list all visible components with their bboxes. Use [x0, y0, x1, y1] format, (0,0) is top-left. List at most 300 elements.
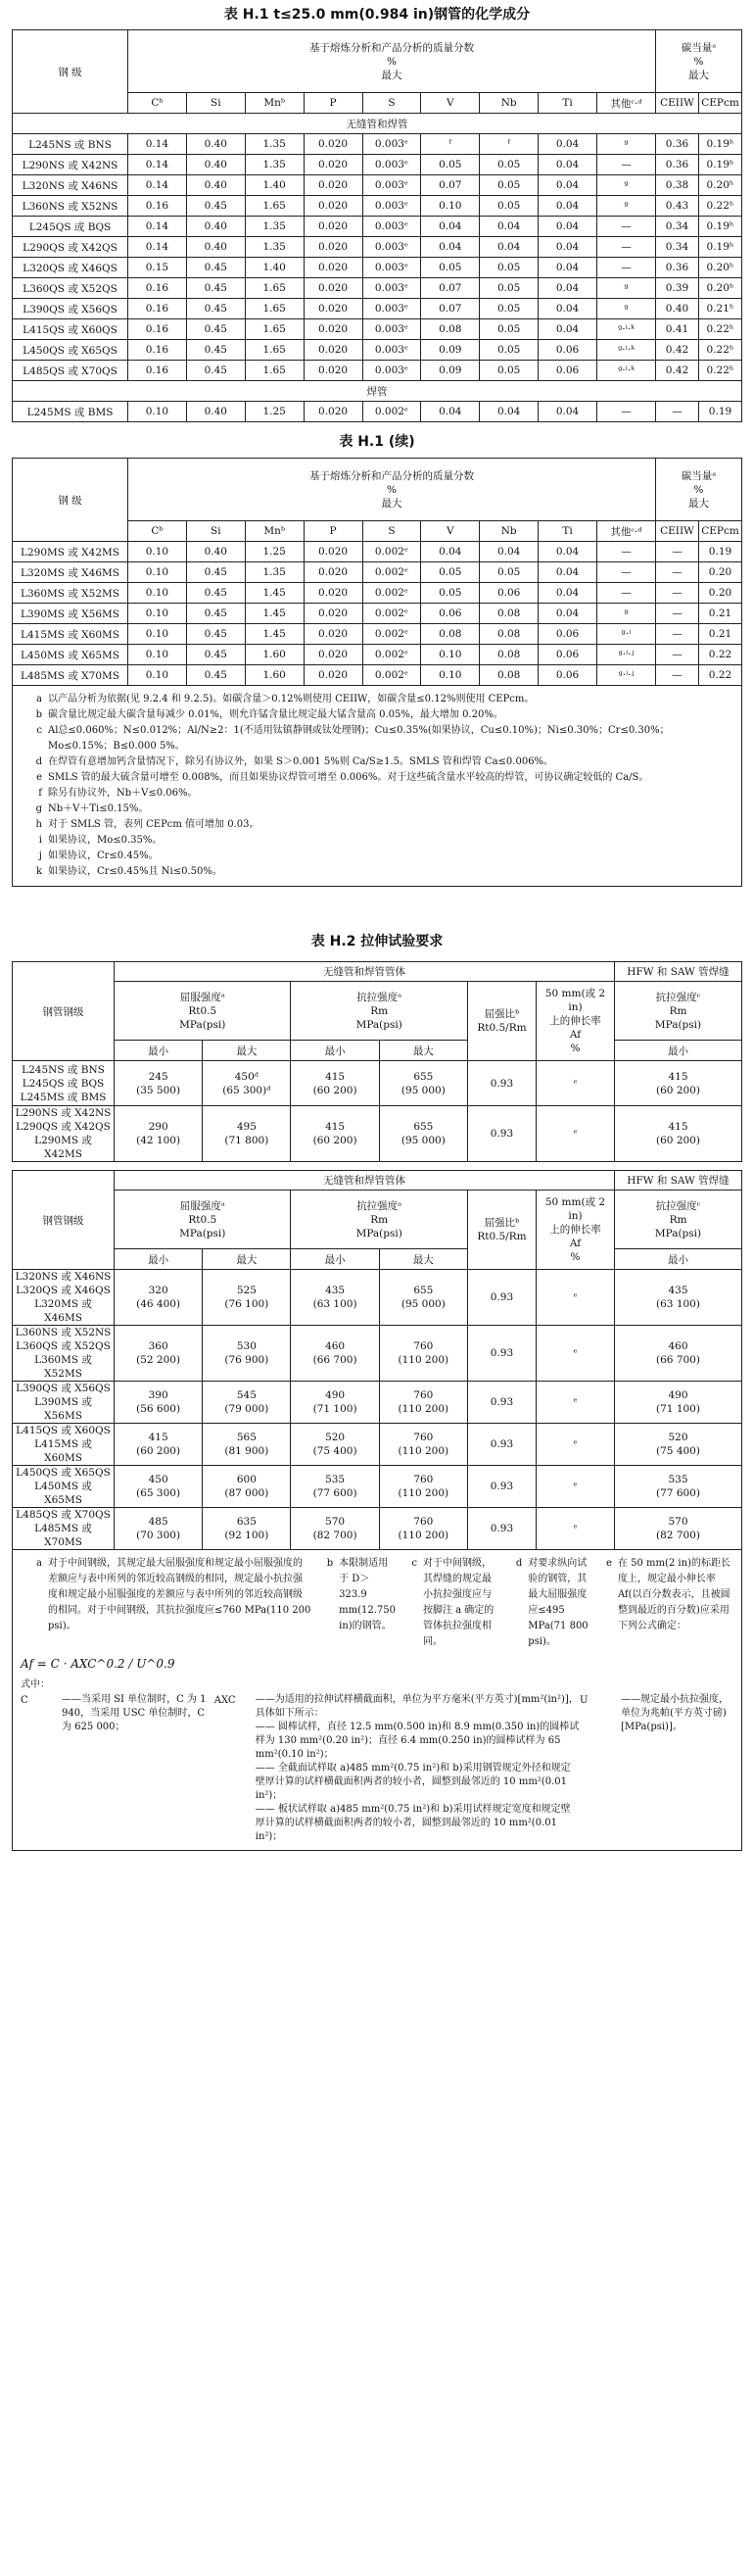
value-cell: 0.003ᵉ: [362, 155, 421, 175]
value-cell: 1.65: [245, 196, 304, 217]
steel-grade-cell: L320NS 或 X46NS: [13, 175, 128, 196]
col-header-element: CEPcm: [699, 93, 742, 114]
table-row: [13, 258, 742, 278]
value-cell: ᵍ·ⁱ: [597, 624, 656, 645]
table-row: [13, 1326, 742, 1382]
value-cell: 0.05: [421, 583, 480, 604]
value-cell: 0.14: [128, 134, 187, 155]
value-cell: 0.020: [304, 645, 362, 665]
footnote-marker: d: [35, 756, 42, 767]
footnote-marker: f: [38, 788, 42, 799]
value-cell: 0.93: [467, 1382, 536, 1424]
value-cell: 0.93: [467, 1508, 536, 1550]
value-cell: 0.020: [304, 624, 362, 645]
col-header-element: P: [304, 93, 362, 114]
value-cell: 0.14: [128, 217, 187, 237]
value-cell: —: [656, 542, 699, 562]
value-cell: 1.65: [245, 340, 304, 361]
col-header-weld: HFW 和 SAW 管焊缝: [615, 1171, 742, 1191]
value-cell: 0.05: [480, 155, 539, 175]
footnote-marker: a: [36, 1558, 42, 1569]
value-cell: —: [656, 583, 699, 604]
value-cell: 0.020: [304, 402, 362, 422]
definition-symbol: U: [580, 1695, 589, 1706]
value-cell: 0.002ᵉ: [362, 583, 421, 604]
table-row: [13, 155, 742, 175]
value-cell: ᵉ: [536, 1106, 614, 1162]
value-cell: —: [597, 258, 656, 278]
value-cell: —: [656, 402, 699, 422]
table-row: [13, 624, 742, 645]
value-cell: 535 (77 600): [291, 1466, 379, 1508]
value-cell: 415 (60 200): [115, 1424, 203, 1466]
steel-grade-cell: L320NS 或 X46NS L320QS 或 X46QS L320MS 或 X46MS: [13, 1270, 115, 1326]
footnote-text: 如果协议，Cr≤0.45%且 Ni≤0.50%。: [48, 866, 222, 877]
value-cell: 460 (66 700): [291, 1326, 379, 1382]
footnote-marker: b: [35, 709, 42, 720]
value-cell: 1.40: [245, 175, 304, 196]
value-cell: 0.08: [480, 624, 539, 645]
where-label: 式中：: [21, 1679, 50, 1690]
steel-grade-cell: L290QS 或 X42QS: [13, 237, 128, 258]
col-header-element: S: [362, 521, 421, 542]
col-header-steel-grade: 钢 级: [13, 30, 128, 114]
value-cell: 0.04: [539, 237, 597, 258]
value-cell: —: [656, 562, 699, 583]
value-cell: ᵍ·ⁱ·ᵏ: [597, 361, 656, 381]
value-cell: 490 (71 100): [615, 1382, 742, 1424]
col-header-element: 其他ᶜ·ᵈ: [597, 93, 656, 114]
footnote-text: Nb＋V＋Ti≤0.15%。: [48, 803, 149, 814]
value-cell: 0.22: [699, 645, 742, 665]
value-cell: 0.04: [539, 299, 597, 319]
value-cell: 520 (75 400): [291, 1424, 379, 1466]
value-cell: 0.14: [128, 175, 187, 196]
value-cell: 0.07: [421, 299, 480, 319]
value-cell: 320 (46 400): [115, 1270, 203, 1326]
steel-grade-cell: L450QS 或 X65QS: [13, 340, 128, 361]
value-cell: 0.20ʰ: [699, 278, 742, 299]
value-cell: 760 (110 200): [379, 1508, 467, 1550]
table-row: [13, 1061, 742, 1106]
value-cell: 0.002ᵉ: [362, 542, 421, 562]
value-cell: 0.002ᵉ: [362, 624, 421, 645]
table-row: [13, 1270, 742, 1326]
col-header-max: 最大: [379, 1041, 467, 1061]
value-cell: 0.20: [699, 562, 742, 583]
value-cell: 0.04: [421, 217, 480, 237]
value-cell: 0.06: [539, 624, 597, 645]
value-cell: 0.93: [467, 1424, 536, 1466]
footnote: [396, 1556, 500, 1650]
value-cell: 0.06: [539, 340, 597, 361]
steel-grade-cell: L290MS 或 X42MS: [13, 542, 128, 562]
table-row: [13, 542, 742, 562]
col-header-element: S: [362, 93, 421, 114]
steel-grade-cell: L485QS 或 X70QS L485MS 或 X70MS: [13, 1508, 115, 1550]
value-cell: 0.45: [186, 583, 245, 604]
value-cell: 0.05: [480, 196, 539, 217]
footnote: [21, 817, 733, 833]
value-cell: ᶠ: [421, 134, 480, 155]
value-cell: 1.45: [245, 624, 304, 645]
table-row: [13, 1508, 742, 1550]
footnote-text: 在焊管有意增加钙含量情况下，除另有协议外，如果 S＞0.001 5%则 Ca/S≥1.5。SMLS 管和焊管 Ca≤0.006%。: [48, 756, 554, 767]
value-cell: 0.003ᵉ: [362, 237, 421, 258]
steel-grade-cell: L485QS 或 X70QS: [13, 361, 128, 381]
steel-grade-cell: L290NS 或 X42NS: [13, 155, 128, 175]
col-header-carbon-equivalent: 碳当量ᵃ % 最大: [656, 30, 742, 93]
value-cell: 1.65: [245, 278, 304, 299]
value-cell: 0.19: [699, 542, 742, 562]
value-cell: 1.65: [245, 299, 304, 319]
table-h1-footnotes: [12, 686, 742, 887]
value-cell: ᵍ: [597, 175, 656, 196]
col-header-element: P: [304, 521, 362, 542]
value-cell: 0.45: [186, 562, 245, 583]
value-cell: ᵍ: [597, 604, 656, 624]
value-cell: 0.10: [421, 665, 480, 686]
table-row: [13, 340, 742, 361]
definition-text: ——规定最小抗拉强度，单位为兆帕(平方英寸磅)[MPa(psi)]。: [621, 1694, 730, 1732]
value-cell: 0.08: [421, 319, 480, 340]
value-cell: 600 (87 000): [203, 1466, 291, 1508]
value-cell: 0.04: [539, 217, 597, 237]
table-row: [13, 665, 742, 686]
value-cell: 0.42: [656, 361, 699, 381]
steel-grade-cell: L360QS 或 X52QS: [13, 278, 128, 299]
value-cell: ᵉ: [536, 1326, 614, 1382]
value-cell: 0.003ᵉ: [362, 299, 421, 319]
value-cell: 460 (66 700): [615, 1326, 742, 1382]
col-header-element: V: [421, 521, 480, 542]
value-cell: 0.93: [467, 1270, 536, 1326]
value-cell: 0.04: [480, 402, 539, 422]
col-header-weld-tensile: 抗拉强度ᶜ Rm MPa(psi): [615, 982, 742, 1041]
value-cell: 1.45: [245, 604, 304, 624]
formula-definition: [214, 1693, 580, 1844]
footnote-marker: c: [411, 1558, 417, 1569]
value-cell: 0.07: [421, 278, 480, 299]
value-cell: ᵍ·ⁱ·ʲ: [597, 665, 656, 686]
value-cell: 530 (76 900): [203, 1326, 291, 1382]
value-cell: 0.020: [304, 155, 362, 175]
value-cell: 0.45: [186, 645, 245, 665]
table-row: [13, 562, 742, 583]
value-cell: 1.65: [245, 319, 304, 340]
value-cell: 1.35: [245, 237, 304, 258]
value-cell: 0.45: [186, 319, 245, 340]
table-h2-part1: [12, 961, 742, 1162]
value-cell: 0.04: [421, 237, 480, 258]
steel-grade-cell: L360NS 或 X52NS L360QS 或 X52QS L360MS 或 X52MS: [13, 1326, 115, 1382]
value-cell: 0.04: [539, 604, 597, 624]
value-cell: 0.20: [699, 583, 742, 604]
value-cell: 0.003ᵉ: [362, 258, 421, 278]
value-cell: 1.35: [245, 217, 304, 237]
value-cell: 0.05: [480, 278, 539, 299]
value-cell: —: [656, 624, 699, 645]
value-cell: 0.19ʰ: [699, 237, 742, 258]
value-cell: 415 (60 200): [291, 1061, 379, 1106]
value-cell: 0.020: [304, 196, 362, 217]
steel-grade-cell: L245QS 或 BQS: [13, 217, 128, 237]
footnote: [21, 723, 733, 754]
section-welded: 焊管: [13, 381, 742, 402]
value-cell: 0.36: [656, 258, 699, 278]
table-h1-cont-title: 表 H.1 (续): [339, 434, 415, 450]
footnote-text: 如果协议，Cr≤0.45%。: [48, 851, 159, 861]
steel-grade-cell: L290NS 或 X42NS L290QS 或 X42QS L290MS 或 X42MS: [13, 1106, 115, 1162]
table-row: [13, 319, 742, 340]
value-cell: 0.04: [480, 217, 539, 237]
value-cell: 0.40: [186, 134, 245, 155]
value-cell: 0.19ʰ: [699, 134, 742, 155]
value-cell: ᵍ: [597, 278, 656, 299]
value-cell: 760 (110 200): [379, 1382, 467, 1424]
value-cell: 0.14: [128, 155, 187, 175]
value-cell: 0.05: [480, 175, 539, 196]
value-cell: 0.08: [421, 624, 480, 645]
footnote-text: 碳含量比规定最大碳含量每减少 0.01%，则允许锰含量比规定最大锰含量高 0.05%，最大增加 0.20%。: [48, 709, 503, 720]
table-row: [13, 583, 742, 604]
col-header-mass-fraction: 基于熔炼分析和产品分析的质量分数 % 最大: [128, 459, 656, 521]
table-row: [13, 237, 742, 258]
value-cell: 0.45: [186, 624, 245, 645]
value-cell: 0.19ʰ: [699, 217, 742, 237]
value-cell: 0.04: [539, 258, 597, 278]
table-row: [13, 278, 742, 299]
value-cell: 0.020: [304, 665, 362, 686]
value-cell: 0.93: [467, 1466, 536, 1508]
value-cell: 0.22ʰ: [699, 319, 742, 340]
col-header-elongation: 50 mm(或 2 in) 上的伸长率 Af %: [536, 1191, 614, 1270]
value-cell: 570 (82 700): [291, 1508, 379, 1550]
value-cell: 0.19: [699, 402, 742, 422]
steel-grade-cell: L415QS 或 X60QS: [13, 319, 128, 340]
value-cell: 0.002ᵉ: [362, 562, 421, 583]
steel-grade-cell: L415MS 或 X60MS: [13, 624, 128, 645]
value-cell: 0.003ᵉ: [362, 175, 421, 196]
value-cell: 0.06: [539, 361, 597, 381]
col-header-elongation: 50 mm(或 2 in) 上的伸长率 Af %: [536, 982, 614, 1061]
value-cell: 0.020: [304, 258, 362, 278]
value-cell: 0.003ᵉ: [362, 278, 421, 299]
value-cell: 0.06: [539, 645, 597, 665]
col-header-max: 最大: [203, 1249, 291, 1270]
value-cell: —: [597, 217, 656, 237]
col-header-min: 最小: [291, 1041, 379, 1061]
value-cell: 0.45: [186, 665, 245, 686]
col-header-element: Mnᵇ: [245, 93, 304, 114]
value-cell: 0.020: [304, 237, 362, 258]
value-cell: 1.25: [245, 542, 304, 562]
value-cell: 0.40: [186, 155, 245, 175]
col-header-element: Cᵇ: [128, 521, 187, 542]
col-header-tensile: 抗拉强度ᵃ Rm MPa(psi): [291, 982, 468, 1041]
value-cell: 0.08: [480, 604, 539, 624]
footnote: [21, 786, 733, 802]
table-row: [13, 361, 742, 381]
value-cell: 0.10: [421, 645, 480, 665]
col-header-element: Ti: [539, 93, 597, 114]
steel-grade-cell: L390QS 或 X56QS: [13, 299, 128, 319]
col-header-min: 最小: [115, 1041, 203, 1061]
col-header-body: 无缝管和焊管管体: [115, 962, 615, 982]
value-cell: 435 (63 100): [291, 1270, 379, 1326]
value-cell: 0.05: [480, 299, 539, 319]
value-cell: 0.40: [186, 542, 245, 562]
col-header-weld: HFW 和 SAW 管焊缝: [615, 962, 742, 982]
value-cell: ᵍ: [597, 299, 656, 319]
col-header-yield-ratio: 屈强比ᵇ Rt0.5/Rm: [467, 982, 536, 1061]
steel-grade-cell: L245MS 或 BMS: [13, 402, 128, 422]
value-cell: 0.21: [699, 604, 742, 624]
value-cell: 0.40: [186, 237, 245, 258]
value-cell: 0.21: [699, 624, 742, 645]
col-header-element: V: [421, 93, 480, 114]
value-cell: 0.05: [480, 340, 539, 361]
value-cell: 570 (82 700): [615, 1508, 742, 1550]
value-cell: 655 (95 000): [379, 1270, 467, 1326]
table-row: [13, 1424, 742, 1466]
value-cell: 0.40: [656, 299, 699, 319]
value-cell: 0.39: [656, 278, 699, 299]
table-row: [13, 175, 742, 196]
value-cell: 1.45: [245, 583, 304, 604]
value-cell: 655 (95 000): [379, 1061, 467, 1106]
value-cell: 0.45: [186, 278, 245, 299]
table-row: [13, 196, 742, 217]
value-cell: 0.05: [421, 258, 480, 278]
value-cell: 0.003ᵉ: [362, 134, 421, 155]
value-cell: 0.04: [539, 562, 597, 583]
value-cell: 0.003ᵉ: [362, 340, 421, 361]
value-cell: 0.10: [128, 624, 187, 645]
col-header-element: 其他ᶜ·ᵈ: [597, 521, 656, 542]
footnote: [21, 833, 733, 849]
value-cell: 0.41: [656, 319, 699, 340]
footnote: [590, 1556, 733, 1650]
value-cell: 0.05: [480, 562, 539, 583]
value-cell: 760 (110 200): [379, 1424, 467, 1466]
footnote: [21, 1556, 311, 1650]
value-cell: 360 (52 200): [115, 1326, 203, 1382]
definition-text: ——当采用 SI 单位制时，C 为 1 940，当采用 USC 单位制时，C 为 625 000；: [62, 1694, 207, 1732]
table-row: [13, 217, 742, 237]
table-row: [13, 402, 742, 422]
value-cell: 0.020: [304, 278, 362, 299]
value-cell: 0.020: [304, 542, 362, 562]
value-cell: 760 (110 200): [379, 1326, 467, 1382]
footnote-marker: e: [36, 772, 42, 783]
value-cell: 0.002ᵉ: [362, 604, 421, 624]
col-header-min: 最小: [615, 1041, 742, 1061]
col-header-element: Si: [186, 521, 245, 542]
value-cell: —: [656, 645, 699, 665]
value-cell: 0.08: [480, 665, 539, 686]
footnote-text: 对要求纵向试验的钢管，其最大屈服强度应≤495 MPa(71 800 psi)。: [528, 1558, 589, 1647]
value-cell: —: [597, 237, 656, 258]
value-cell: 0.09: [421, 340, 480, 361]
col-header-element: CEIIW: [656, 93, 699, 114]
formula-definition: [580, 1693, 733, 1844]
elongation-formula: Af = C · AXC^0.2 / U^0.9: [21, 1657, 175, 1671]
value-cell: 0.05: [480, 258, 539, 278]
col-header-element: Cᵇ: [128, 93, 187, 114]
value-cell: 0.16: [128, 319, 187, 340]
value-cell: 0.10: [128, 562, 187, 583]
col-header-min: 最小: [291, 1249, 379, 1270]
col-header-tensile: 抗拉强度ᵃ Rm MPa(psi): [291, 1191, 468, 1249]
value-cell: 0.22ʰ: [699, 196, 742, 217]
footnote-marker: k: [35, 866, 42, 877]
value-cell: 390 (56 600): [115, 1382, 203, 1424]
value-cell: 0.10: [128, 604, 187, 624]
footnote-text: SMLS 管的最大硫含量可增至 0.008%，而且如果协议焊管可增至 0.006%。对于这些硫含量水平较高的焊管，可协议确定较低的 Ca/S。: [48, 772, 649, 783]
value-cell: 0.04: [539, 278, 597, 299]
footnote-text: 对于中间钢级，其规定最大屈服强度和规定最小屈服强度的差额应与表中所列的邻近较高钢级的相同，规定最小抗拉强度和规定最小屈服强度的差额应与表中所列的邻近较高钢级的相同。对于中间钢级，其抗拉强度应≤760 MPa(110 200 psi)。: [48, 1558, 311, 1631]
value-cell: 0.10: [128, 665, 187, 686]
value-cell: 0.020: [304, 562, 362, 583]
footnote-text: 除另有协议外，Nb＋V≤0.06%。: [48, 788, 198, 799]
footnote-text: 在 50 mm(2 in)的标距长度上，规定最小伸长率 Af(以百分数表示，且被圆整到最近的百分数)应采用下列公式确定：: [617, 1558, 730, 1631]
value-cell: 0.36: [656, 155, 699, 175]
value-cell: 0.04: [539, 542, 597, 562]
steel-grade-cell: L450QS 或 X65QS L450MS 或 X65MS: [13, 1466, 115, 1508]
footnote: [21, 754, 733, 770]
value-cell: 0.07: [421, 175, 480, 196]
value-cell: 0.21ʰ: [699, 299, 742, 319]
steel-grade-cell: L320MS 或 X46MS: [13, 562, 128, 583]
col-header-yield: 屈服强度ᵃ Rt0.5 MPa(psi): [115, 1191, 291, 1249]
value-cell: 0.04: [421, 402, 480, 422]
table-row: [13, 1466, 742, 1508]
value-cell: 0.04: [480, 542, 539, 562]
value-cell: 0.04: [539, 155, 597, 175]
table-h1: [12, 29, 742, 422]
value-cell: 0.16: [128, 278, 187, 299]
col-header-yield: 屈服强度ᵃ Rt0.5 MPa(psi): [115, 982, 291, 1041]
value-cell: 535 (77 600): [615, 1466, 742, 1508]
value-cell: 0.04: [539, 196, 597, 217]
footnote-marker: e: [606, 1558, 612, 1569]
footnote-marker: c: [36, 725, 42, 736]
steel-grade-cell: L485MS 或 X70MS: [13, 665, 128, 686]
col-header-min: 最小: [115, 1249, 203, 1270]
value-cell: 0.22: [699, 665, 742, 686]
table-row: [13, 1382, 742, 1424]
value-cell: 0.40: [186, 402, 245, 422]
value-cell: 520 (75 400): [615, 1424, 742, 1466]
value-cell: 0.36: [656, 134, 699, 155]
table-row: [13, 645, 742, 665]
value-cell: 0.020: [304, 175, 362, 196]
col-header-element: Si: [186, 93, 245, 114]
col-header-element: Nb: [480, 521, 539, 542]
value-cell: 0.020: [304, 299, 362, 319]
value-cell: ᵉ: [536, 1508, 614, 1550]
footnote-text: 如果协议，Mo≤0.35%。: [48, 835, 163, 846]
steel-grade-cell: L390QS 或 X56QS L390MS 或 X56MS: [13, 1382, 115, 1424]
value-cell: —: [597, 562, 656, 583]
col-header-element: Ti: [539, 521, 597, 542]
value-cell: 0.34: [656, 237, 699, 258]
col-header-body: 无缝管和焊管管体: [115, 1171, 615, 1191]
value-cell: 760 (110 200): [379, 1466, 467, 1508]
value-cell: 0.04: [539, 175, 597, 196]
value-cell: 415 (60 200): [615, 1061, 742, 1106]
